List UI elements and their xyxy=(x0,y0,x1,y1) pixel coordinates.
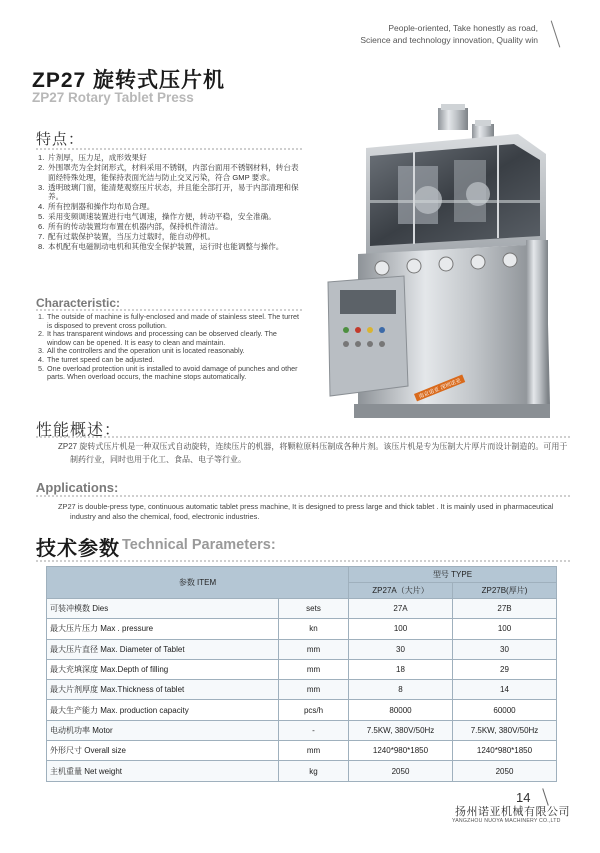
table-row xyxy=(47,599,557,619)
features-heading: 特点： xyxy=(36,131,85,148)
product-title-en: ZP27 Rotary Tablet Press xyxy=(32,90,194,105)
list-item-text: It has transparent windows and processing can be observed clearly. The window can be opened. It is easy to clean and maintain. xyxy=(47,329,277,347)
cell-b: 7.5KW, 380V/50Hz xyxy=(453,720,557,740)
cell-unit: - xyxy=(279,720,349,740)
list-item-number: 3. xyxy=(38,182,45,192)
list-item-number: 2. xyxy=(38,162,45,172)
company-name-en: YANGZHOU NUOYA MACHINERY CO.,LTD xyxy=(452,818,561,824)
performance-divider xyxy=(36,436,570,438)
panel-display xyxy=(340,290,396,314)
list-item-number: 8. xyxy=(38,242,45,252)
cell-label: 最大压片压力 Max . pressure xyxy=(47,619,279,639)
cell-unit: mm xyxy=(279,639,349,659)
table-row xyxy=(47,720,557,740)
table-row xyxy=(47,761,557,781)
cell-a: 1240*980*1850 xyxy=(349,741,453,761)
cell-a: 2050 xyxy=(349,761,453,781)
cell-label: 电动机功率 Motor xyxy=(47,720,279,740)
list-item-text: One overload protection unit is installed to avoid damage of punches and other parts. When overload occurs, the machine stops automatically. xyxy=(47,363,298,382)
list-item-text: 外围罩壳为全封闭形式，材料采用不锈钢，内部台面用不锈钢材料，转台表面经特殊处理，能保持表面光洁与防止交叉污染，符合 GMP 要求。 xyxy=(48,162,299,182)
list-item xyxy=(38,183,300,202)
list-item-number: 1. xyxy=(38,312,44,321)
cell-b: 100 xyxy=(453,619,557,639)
cell-a: 80000 xyxy=(349,700,453,720)
cell-b: 29 xyxy=(453,659,557,679)
performance-heading: 性能概述： xyxy=(36,422,122,439)
performance-text: ZP27 旋转式压片机是一种双压式自动旋转，连续压片的机器，将颗粒原料压制成各种片剂。该压片机是专为压制大片厚片而设计制造的。可用于制药行业，同时也用于化工、食品、电子等行业。 xyxy=(58,442,568,464)
list-item-text: 配有过载保护装置，当压力过载时，能自动停机。 xyxy=(48,232,216,242)
header-slogan xyxy=(360,22,538,46)
cell-unit: mm xyxy=(279,741,349,761)
list-item-number: 6. xyxy=(38,222,45,232)
applications-heading: Applications: xyxy=(36,480,119,495)
table-row xyxy=(47,680,557,700)
list-item xyxy=(38,232,300,242)
page-number: 14 xyxy=(516,790,531,805)
cell-label: 最大充填深度 Max.Depth of filling xyxy=(47,659,279,679)
applications-divider xyxy=(36,495,570,497)
list-item-number: 1. xyxy=(38,153,45,162)
col-a-header: ZP27A（大片） xyxy=(349,583,453,599)
tech-divider xyxy=(36,560,570,562)
company-name-zh: 扬州诺亚机械有限公司 xyxy=(455,806,570,818)
list-item xyxy=(38,365,300,382)
cell-label: 最大片剂厚度 Max.Thickness of tablet xyxy=(47,680,279,700)
features-list xyxy=(38,153,300,252)
list-item xyxy=(38,212,300,222)
list-item xyxy=(38,313,300,330)
slogan-line-1: People-oriented, Take honestly as road, xyxy=(388,23,538,33)
cell-b: 30 xyxy=(453,639,557,659)
list-item-text: 所有控制器和操作均布局合理。 xyxy=(48,202,155,212)
list-item-text: 所有的传动装置均布置在机器内部，保持机件清洁。 xyxy=(48,222,223,232)
tech-heading-zh: 技术参数 xyxy=(36,538,120,560)
cell-label: 最大生产能力 Max. production capacity xyxy=(47,700,279,720)
slogan-line-2: Science and technology innovation, Quality win xyxy=(360,35,538,45)
table-row xyxy=(47,741,557,761)
cell-unit: mm xyxy=(279,680,349,700)
cell-b: 1240*980*1850 xyxy=(453,741,557,761)
list-item-number: 3. xyxy=(38,346,44,356)
cell-b: 27B xyxy=(453,599,557,619)
col-item-header: 参数 ITEM xyxy=(47,567,349,599)
list-item-text: All the controllers and the operation unit is located reasonably. xyxy=(47,346,245,356)
features-divider xyxy=(36,148,302,150)
list-item xyxy=(38,330,300,347)
characteristic-list xyxy=(38,313,300,382)
characteristic-divider xyxy=(36,309,302,311)
cell-unit: kg xyxy=(279,761,349,781)
cell-label: 最大压片直径 Max. Diameter of Tablet xyxy=(47,639,279,659)
cell-a: 30 xyxy=(349,639,453,659)
list-item xyxy=(38,163,300,182)
list-item-number: 5. xyxy=(38,212,45,222)
cell-label: 主机重量 Net weight xyxy=(47,761,279,781)
table-row xyxy=(47,619,557,639)
list-item-number: 7. xyxy=(38,232,45,242)
cell-label: 可装冲模数 Dies xyxy=(47,599,279,619)
tech-params-body xyxy=(47,599,557,782)
list-item-number: 4. xyxy=(38,354,44,364)
cell-unit: pcs/h xyxy=(279,700,349,720)
cell-unit: sets xyxy=(279,599,349,619)
col-type-header: 型号 TYPE xyxy=(349,567,557,583)
list-item xyxy=(38,242,300,252)
cell-b: 14 xyxy=(453,680,557,700)
list-item-text: 采用变频调速装置进行电气调速，操作方便，转动平稳，安全准确。 xyxy=(48,212,276,222)
cell-b: 60000 xyxy=(453,700,557,720)
list-item-number: 5. xyxy=(38,363,44,373)
list-item-text: 透明玻璃门窗，能清楚观察压片状态，并且能全部打开，易于内部清理和保养。 xyxy=(48,182,299,202)
list-item-text: 本机配有电磁制动电机和其他安全保护装置，运行时也能调整与操作。 xyxy=(48,242,284,252)
slogan-slash-divider xyxy=(551,21,561,48)
cell-label: 外形尺寸 Overall size xyxy=(47,741,279,761)
tech-heading-en: Technical Parameters: xyxy=(122,537,276,553)
applications-text: ZP27 is double-press type, continuous automatic tablet press machine, It is designed to press large and thick tablet . It is mainly used in pharmaceutical industry and also the chemical, food, electronic industries. xyxy=(58,502,554,521)
cell-a: 8 xyxy=(349,680,453,700)
cell-unit: mm xyxy=(279,659,349,679)
list-item xyxy=(38,202,300,212)
list-item-number: 2. xyxy=(38,329,44,339)
list-item-text: The turret speed can be adjusted. xyxy=(47,354,155,364)
list-item xyxy=(38,222,300,232)
machine-badge-text: 南京诺亚 深圳诺亚 xyxy=(418,377,462,401)
cell-b: 2050 xyxy=(453,761,557,781)
characteristic-heading: Characteristic: xyxy=(36,296,121,310)
cell-a: 100 xyxy=(349,619,453,639)
list-item-text: 片剂厚，压力足，成形效果好 xyxy=(48,153,147,162)
product-title-zh: ZP27 旋转式压片机 xyxy=(32,69,226,92)
tablet-press-machine-image xyxy=(318,104,554,424)
cell-a: 18 xyxy=(349,659,453,679)
cell-a: 7.5KW, 380V/50Hz xyxy=(349,720,453,740)
table-row xyxy=(47,639,557,659)
tech-params-table xyxy=(46,566,557,782)
list-item-number: 4. xyxy=(38,202,45,212)
table-row xyxy=(47,700,557,720)
list-item xyxy=(38,153,300,163)
cell-a: 27A xyxy=(349,599,453,619)
hopper-left xyxy=(438,108,468,130)
table-row xyxy=(47,659,557,679)
cell-unit: kn xyxy=(279,619,349,639)
list-item-text: The outside of machine is fully-enclosed and made of stainless steel. The turret is disposed to prevent cross pollution. xyxy=(47,312,299,330)
col-b-header: ZP27B(厚片) xyxy=(453,583,557,599)
